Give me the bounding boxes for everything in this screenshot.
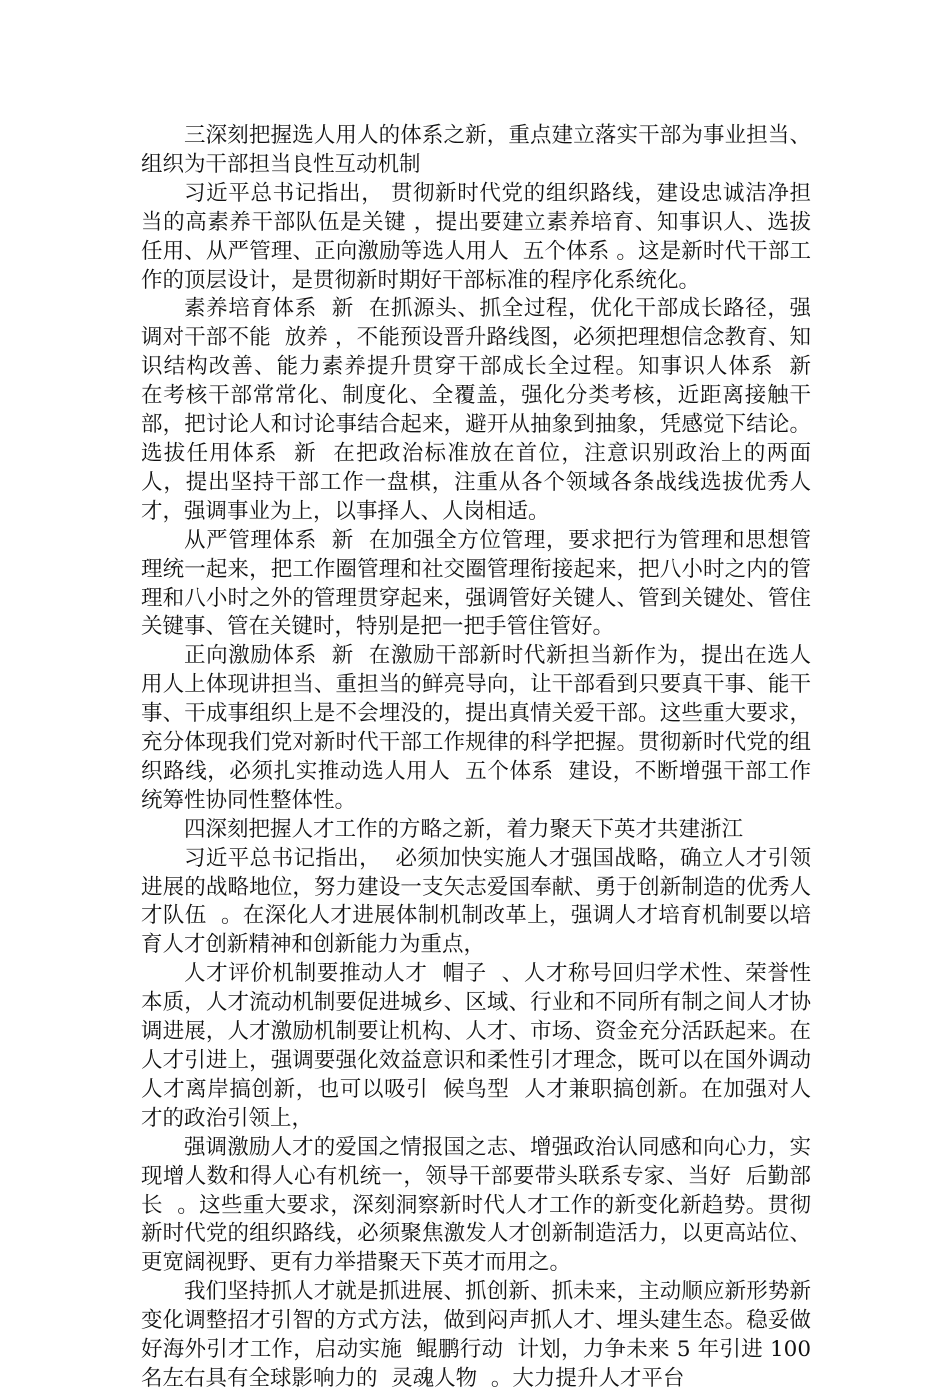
paragraph: 人才评价机制要推动人才 帽子 、人才称号回归学术性、荣誉性本质，人才流动机制要促进城乡、区域、行业和不同所有制之间人才协调进展，人才激励机制要让机构、人才、市场、资金充分活跃起来。在人才引进上，强调要强化效益意识和柔性引才理念，既可以在国外调动人才离岸搞创新，也可以吸引 候鸟型 人才兼职搞创新。在加强对人才的政治引领上， <box>141 961 811 1131</box>
paragraph: 素养培育体系 新 在抓源头、抓全过程，优化干部成长路径，强调对干部不能 放养 ，不能预设晋升路线图，必须把理想信念教育、知识结构改善、能力素养提升贯穿干部成长全过程。知事识人体系 新 在考核干部常常化、制度化、全覆盖，强化分类考核，近距离接触干部，把讨论人和讨论事结合起来，避开从抽象到抽象，凭感觉下结论。选拔任用体系 新 在把政治标准放在首位，注意识别政治上的两面人，提出坚持干部工作一盘棋，注重从各个领域各条战线选拔优秀人才，强调事业为上，以事择人、人岗相适。 <box>141 296 825 524</box>
paragraph: 从严管理体系 新 在加强全方位管理，要求把行为管理和思想管理统一起来，把工作圈管理和社交圈管理衔接起来，把八小时之内的管理和八小时之外的管理贯穿起来，强调管好关键人、管到关键处、管住关键事、管在关键时，特别是把一把手管住管好。 <box>141 527 811 640</box>
document-body <box>141 122 825 1394</box>
paragraph: 强调激励人才的爱国之情报国之志、增强政治认同感和向心力，实现增人数和得人心有机统一，领导干部要带头联系专家、当好 后勤部长 。这些重大要求，深刻洞察新时代人才工作的新变化新趋势。贯彻新时代党的组织路线，必须聚焦激发人才创新制造活力，以更高站位、更宽阔视野、更有力举措聚天下英才而用之。 <box>141 1134 811 1276</box>
paragraph: 我们坚持抓人才就是抓进展、抓创新、抓未来，主动顺应新形势新变化调整招才引智的方式方法，做到闷声抓人才、埋头建生态。稳妥做好海外引才工作，启动实施 鲲鹏行动 计划，力争未来 5 年引进 100 名左右具有全球影响力的 灵魂人物 。大力提升人才平台 <box>141 1279 818 1391</box>
paragraph: 习近平总书记指出， 必须加快实施人才强国战略，确立人才引领进展的战略地位，努力建设一支矢志爱国奉献、勇于创新制造的优秀人才队伍 。在深化人才进展体制机制改革上，强调人才培育机制要以培育人才创新精神和创新能力为重点， <box>141 845 811 958</box>
section-heading-three: 三深刻把握选人用人的体系之新，重点建立落实干部为事业担当、组织为干部担当良性互动机制 <box>141 123 811 177</box>
section-heading-four: 四深刻把握人才工作的方略之新，着力聚天下英才共建浙江 <box>184 816 744 842</box>
paragraph: 习近平总书记指出， 贯彻新时代党的组织路线，建设忠诚洁净担当的高素养干部队伍是关键 ，提出要建立素养培育、知事识人、选拔任用、从严管理、正向激励等选人用人 五个体系 。这是新时代干部工作的顶层设计，是贯彻新时期好干部标准的程序化系统化。 <box>141 180 811 293</box>
paragraph: 正向激励体系 新 在激励干部新时代新担当新作为，提出在选人用人上体现讲担当、重担当的鲜亮导向，让干部看到只要真干事、能干事、干成事组织上是不会埋没的，提出真情关爱干部。这些重大要求，充分体现我们党对新时代干部工作规律的科学把握。贯彻新时代党的组织路线，必须扎实推动选人用人 五个体系 建设，不断增强干部工作统筹性协同性整体性。 <box>141 643 811 813</box>
